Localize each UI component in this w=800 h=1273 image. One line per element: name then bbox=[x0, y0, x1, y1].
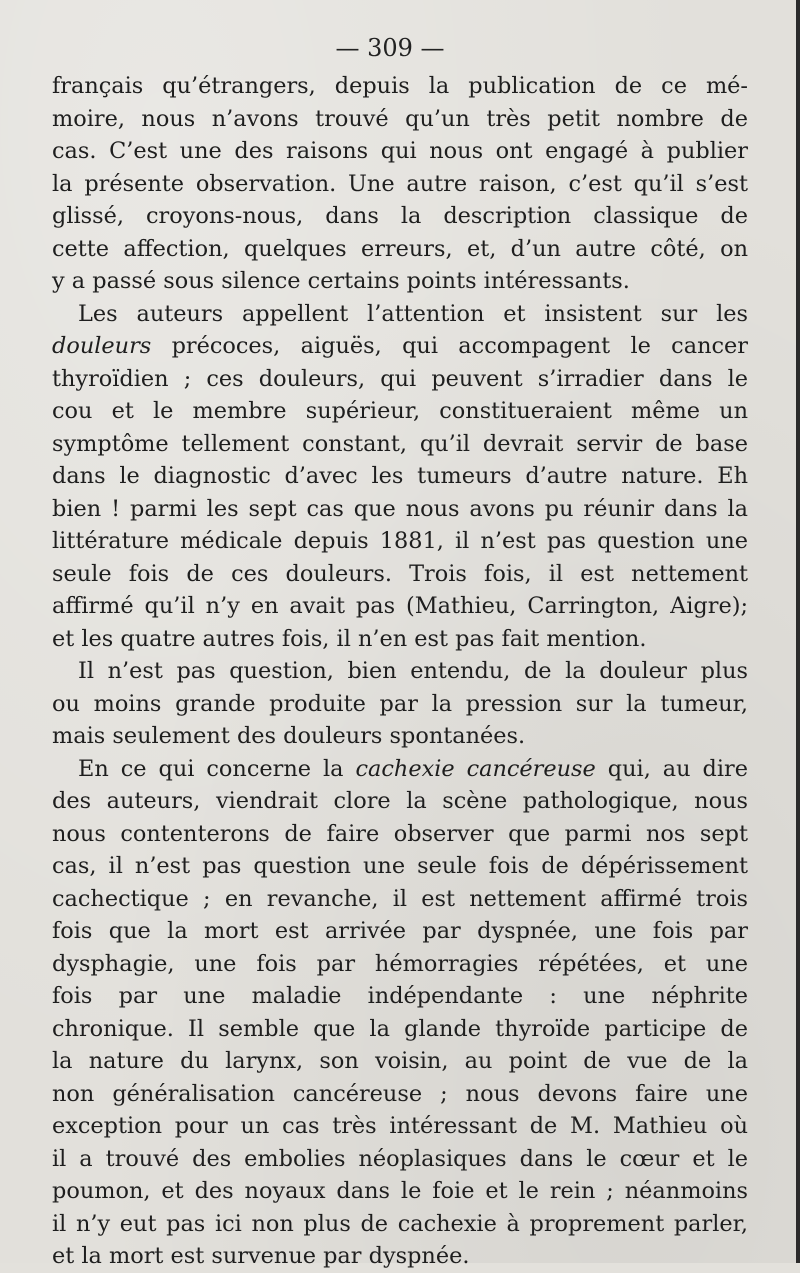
text-line: non généralisation cancéreuse ; nous devons faire une bbox=[52, 1080, 748, 1107]
text-line: exception pour un cas très intéressant de M. Mathieu où bbox=[52, 1113, 748, 1139]
text-line: dans le diagnostic d’avec les tumeurs d’autre nature. Eh bbox=[52, 463, 748, 489]
text-line: Les auteurs appellent l’attention et insistent sur les bbox=[78, 300, 748, 327]
text-line: dysphagie, une fois par hémorragies répétées, et une bbox=[52, 950, 748, 977]
text-line: glissé, croyons-nous, dans la description classique de bbox=[52, 203, 748, 229]
text-line: affirmé qu’il n’y en avait pas (Mathieu, Carrington, Aigre); bbox=[52, 593, 748, 619]
text-line: fois par une maladie indépendante : une néphrite bbox=[52, 983, 748, 1009]
text-line: des auteurs, viendrait clore la scène pathologique, nous bbox=[52, 788, 748, 814]
text-line: symptôme tellement constant, qu’il devrait servir de base bbox=[52, 430, 748, 457]
text-line: poumon, et des noyaux dans le foie et le rein ; néanmoins bbox=[52, 1178, 748, 1204]
text-line: y a passé sous silence certains points intéressants. bbox=[52, 268, 630, 294]
text-line: cachectique ; en revanche, il est nettement affirmé trois bbox=[52, 885, 748, 912]
text-line: Il n’est pas question, bien entendu, de la douleur plus bbox=[78, 658, 748, 684]
text-line: et les quatre autres fois, il n’en est pas fait mention. bbox=[52, 625, 647, 652]
text-line: douleurs précoces, aiguës, qui accompagent le cancer bbox=[52, 333, 748, 359]
text-line: cas, il n’est pas question une seule fois de dépérissement bbox=[52, 853, 748, 879]
text-line: En ce qui concerne la cachexie cancéreuse qui, au dire bbox=[78, 755, 748, 782]
text-line: la nature du larynx, son voisin, au point de vue de la bbox=[52, 1048, 748, 1074]
text-line: littérature médicale depuis 1881, il n’est pas question une bbox=[52, 528, 748, 554]
text-line: il n’y eut pas ici non plus de cachexie à proprement parler, bbox=[52, 1210, 748, 1237]
paragraph-2 bbox=[52, 298, 748, 656]
text-line: seule fois de ces douleurs. Trois fois, il est nettement bbox=[52, 560, 748, 587]
page-edge-shadow bbox=[796, 0, 800, 1263]
text-line: chronique. Il semble que la glande thyroïde participe de bbox=[52, 1015, 748, 1042]
paragraph-4 bbox=[52, 753, 748, 1273]
text-line: mais seulement des douleurs spontanées. bbox=[52, 723, 526, 749]
text-line: fois que la mort est arrivée par dyspnée, une fois par bbox=[52, 918, 748, 944]
text-line: bien ! parmi les sept cas que nous avons pu réunir dans la bbox=[52, 495, 748, 522]
text-line: il a trouvé des embolies néoplasiques dans le cœur et le bbox=[52, 1145, 748, 1172]
text-line: nous contenterons de faire observer que parmi nos sept bbox=[52, 820, 748, 847]
italic-term: cachexie cancéreuse bbox=[355, 755, 596, 782]
text-line: cette affection, quelques erreurs, et, d’un autre côté, on bbox=[52, 235, 748, 262]
text-line: moire, nous n’avons trouvé qu’un très petit nombre de bbox=[52, 105, 748, 132]
text-line: et la mort est survenue par dyspnée. bbox=[52, 1243, 470, 1269]
italic-term: douleurs bbox=[52, 333, 152, 359]
text-line: cou et le membre supérieur, constitueraient même un bbox=[52, 398, 748, 424]
text-line: thyroïdien ; ces douleurs, qui peuvent s’irradier dans le bbox=[52, 365, 748, 392]
paragraph-1 bbox=[52, 70, 748, 298]
text-line: français qu’étrangers, depuis la publication de ce mé- bbox=[52, 73, 748, 99]
page-number: — 309 — bbox=[335, 34, 445, 62]
text-line: la présente observation. Une autre raison, c’est qu’il s’est bbox=[52, 170, 748, 197]
body-text bbox=[52, 70, 748, 1273]
text-line: ou moins grande produite par la pression sur la tumeur, bbox=[52, 690, 748, 717]
paragraph-3 bbox=[52, 655, 748, 753]
text-line: cas. C’est une des raisons qui nous ont engagé à publier bbox=[52, 138, 748, 164]
